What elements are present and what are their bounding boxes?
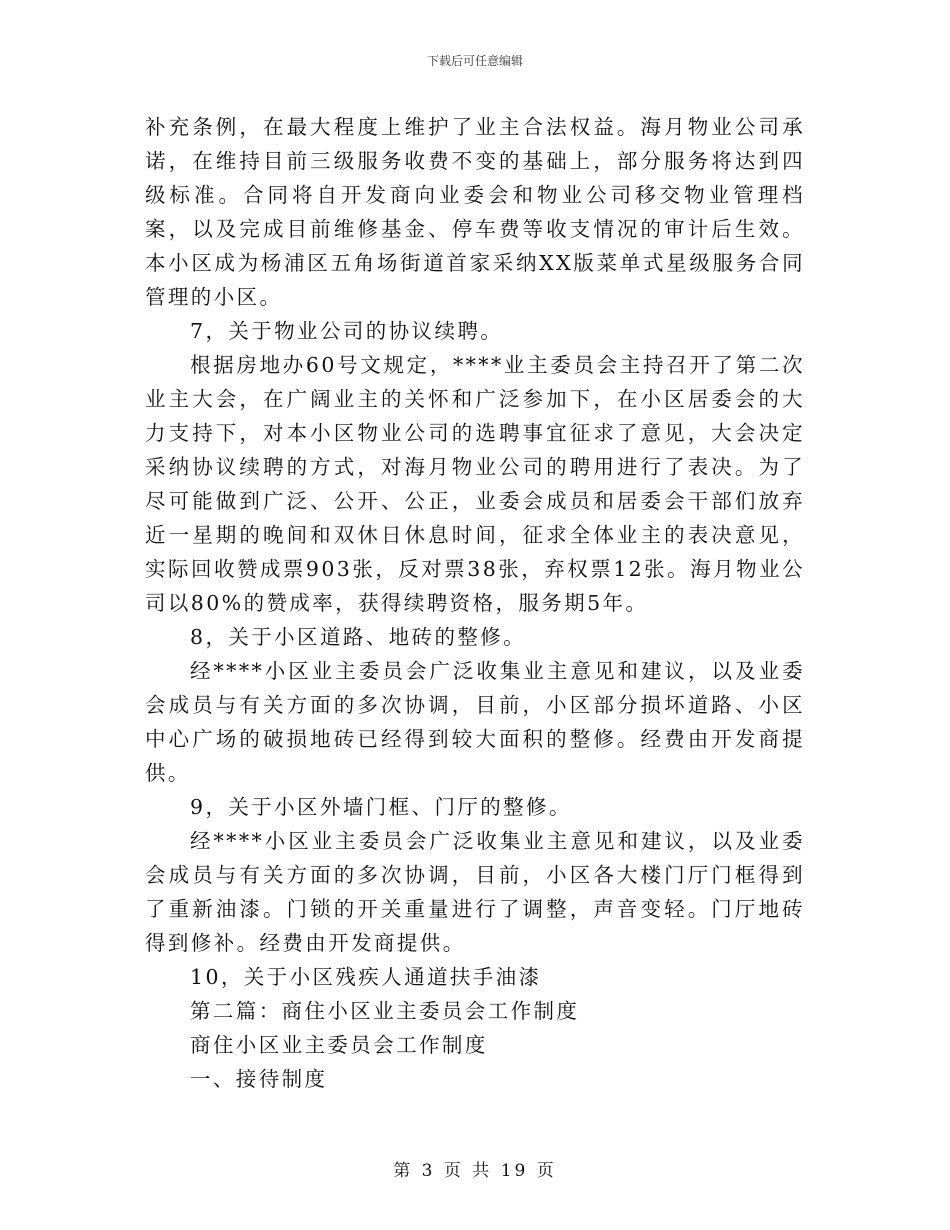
paragraph-renewal-vote: 根据房地办60号文规定，****业主委员会主持召开了第二次业主大会，在广阔业主的关怀和广泛参加下，在小区居委会的大力支持下，对本小区物业公司的选聘事宜征求了意见，大会决定采纳协议续聘的方式，对海月物业公司的聘用进行了表决。为了尽可能做到广泛、公开、公正，业委会成员和居委会干部们放弃近一星期的晚间和双休日休息时间，征求全体业主的表决意见，实际回收赞成票903张，反对票38张，弃权票12张。海月物业公司以80%的赞成率，获得续聘资格，服务期5年。 bbox=[145, 353, 805, 615]
paragraph-door-repair: 经****小区业主委员会广泛收集业主意见和建议，以及业委会成员与有关方面的多次协调，目前，小区各大楼门厅门框得到了重新油漆。门锁的开关重量进行了调整，声音变轻。门厅地砖得到修补。经费由开发商提供。 bbox=[145, 829, 805, 955]
paragraph-road-repair: 经****小区业主委员会广泛收集业主意见和建议，以及业委会成员与有关方面的多次协调，目前，小区部分损坏道路、小区中心广场的破损地砖已经得到较大面积的整修。经费由开发商提供。 bbox=[145, 659, 805, 785]
section-heading-8: 8，关于小区道路、地砖的整修。 bbox=[190, 625, 527, 649]
document-body bbox=[145, 110, 805, 1096]
document-title: 商住小区业主委员会工作制度 bbox=[190, 1033, 488, 1057]
chapter-title-part-two: 第二篇：商住小区业主委员会工作制度 bbox=[190, 999, 580, 1023]
page-number-footer: 第 3 页 共 19 页 bbox=[393, 1161, 557, 1181]
section-heading-reception: 一、接待制度 bbox=[190, 1067, 328, 1091]
section-heading-9: 9，关于小区外墙门框、门厅的整修。 bbox=[190, 795, 572, 819]
paragraph-contract-summary: 补充条例，在最大程度上维护了业主合法权益。海月物业公司承诺，在维持目前三级服务收费不变的基础上，部分服务将达到四级标准。合同将自开发商向业委会和物业公司移交物业管理档案，以及完成目前维修基金、停车费等收支情况的审计后生效。本小区成为杨浦区五角场街道首家采纳XX版菜单式星级服务合同管理的小区。 bbox=[145, 115, 805, 309]
section-heading-7: 7，关于物业公司的协议续聘。 bbox=[190, 319, 504, 343]
section-heading-10: 10，关于小区残疾人通道扶手油漆 bbox=[190, 965, 542, 989]
page-header-note: 下载后可任意编辑 bbox=[426, 54, 523, 68]
